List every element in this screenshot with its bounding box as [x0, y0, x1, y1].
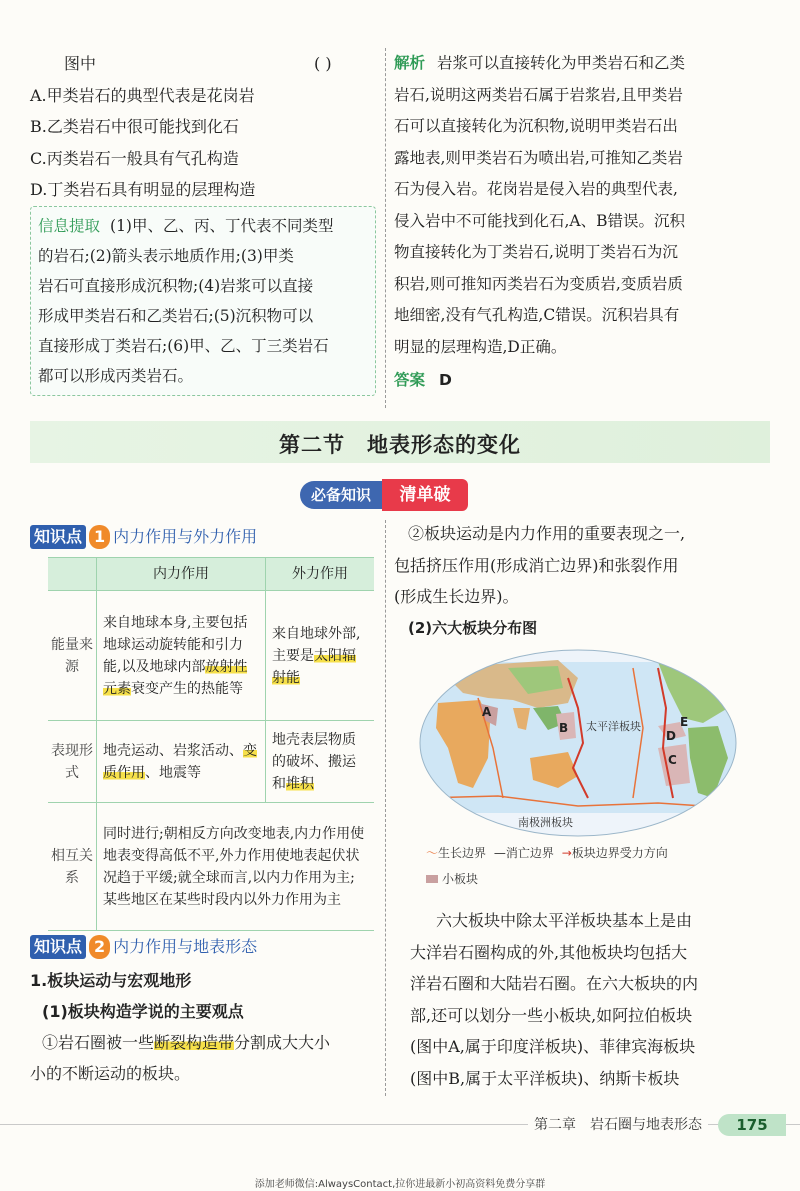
table-header-external: 外力作用 [266, 558, 375, 591]
option-a: A.甲类岩石的典型代表是花岗岩 [30, 85, 255, 105]
knowledge-point-2-heading [30, 935, 257, 959]
kp-number: 1 [89, 525, 110, 549]
cell-relation: 同时进行;朝相反方向改变地表,内力作用使地表变得高低不平,外力作用使地表起伏状况趋于平缓;就全球而言,以内力作用为主;某些地区在某些时段内以外力作用为主 [97, 803, 375, 931]
analysis-line: 积岩,则可推知丙类岩石为变质岩,变质岩质 [394, 274, 683, 293]
antarctica [418, 813, 738, 838]
analysis-line: 石可以直接转化为沉积物,说明甲类岩石出 [394, 117, 678, 135]
question-stem: 图中 [64, 54, 97, 73]
row-head-form: 表现形式 [48, 721, 97, 803]
answer-value: D [439, 371, 452, 389]
info-line: 岩石可直接形成沉积物;(4)岩浆可以直接 [38, 277, 314, 295]
highlight-text: 断裂构造带 [154, 1033, 235, 1052]
paragraph-line: (图中B,属于太平洋板块)、纳斯卡板块 [410, 1068, 680, 1088]
analysis-label: 解析 [394, 54, 426, 72]
footer-chapter: 第二章 岩石圈与地表形态 [528, 1114, 708, 1136]
badge-essential-knowledge: 必备知识 [300, 481, 382, 509]
option-c: C.丙类岩石一般具有气孔构造 [30, 148, 239, 168]
paragraph-plates [30, 1027, 380, 1058]
cell-text: 衰变产生的热能等 [131, 680, 243, 697]
knowledge-point-1-heading [30, 525, 257, 549]
label-b: B [559, 721, 569, 735]
cell-form-internal [97, 721, 266, 803]
subheading-plate-theory: (1)板块构造学说的主要观点 [42, 1002, 244, 1021]
info-line: 直接形成丁类岩石;(6)甲、乙、丁三类岩石 [38, 337, 329, 355]
paragraph-line: 部,还可以划分一些小板块,如阿拉伯板块 [410, 1005, 693, 1025]
analysis-line: 明显的层理构造,D正确。 [394, 337, 567, 356]
subheading-plate-motion: 1.板块运动与宏观地形 [30, 971, 192, 990]
analysis-line: 露地表,则甲类岩石为喷出岩,可推知乙类岩 [394, 148, 683, 167]
analysis-block [394, 48, 739, 397]
answer-label: 答案 [394, 371, 426, 389]
kp-title: 内力作用与地表形态 [113, 937, 258, 956]
paragraph-line: 大洋岩石圈构成的外,其他板块均包括大 [410, 942, 688, 962]
highlight-text: 堆积 [286, 775, 314, 792]
right-mid-text [394, 518, 744, 644]
paragraph-line: (形成生长边界)。 [394, 587, 519, 606]
map-legend [426, 844, 756, 888]
kp-tag: 知识点 [30, 935, 86, 959]
highlight-text: 变质作用 [103, 742, 257, 781]
question-block [30, 48, 375, 206]
option-b: B.乙类岩石中很可能找到化石 [30, 117, 239, 136]
row-head-relation: 相互关系 [48, 803, 97, 931]
legend-growth: 生长边界 [438, 846, 487, 860]
section-title: 第二节 地表形态的变化 [279, 433, 521, 457]
table-header-internal: 内力作用 [97, 558, 266, 591]
answer-paren: ( ) [314, 54, 332, 73]
label-d: D [666, 729, 676, 743]
small-plate-swatch-icon [426, 875, 438, 883]
legend-force: 板块边界受力方向 [571, 846, 668, 860]
cell-text: 地壳运动、岩浆活动、 [103, 742, 243, 759]
paragraph-text: ①岩石圈被一些 [42, 1033, 155, 1052]
info-label: 信息提取 [38, 217, 101, 235]
analysis-line: 物直接转化为丁类岩石,说明丁类岩石为沉 [394, 243, 678, 261]
page-number: 175 [718, 1114, 786, 1136]
forces-comparison-table [48, 557, 374, 931]
subduction-boundary-icon: — [493, 846, 506, 860]
analysis-line: 侵入岩中不可能找到化石,A、B错误。沉积 [394, 211, 686, 230]
label-antarctic-plate: 南极洲板块 [518, 816, 573, 829]
paragraph-line: 洋岩石圈和大陆岩石圈。在六大板块的内 [410, 974, 699, 993]
info-extraction-text [38, 211, 372, 391]
left-bottom-text [30, 965, 380, 1089]
option-d: D.丁类岩石具有明显的层理构造 [30, 180, 256, 199]
row-head-energy: 能量来源 [48, 591, 97, 721]
paragraph-line: (图中A,属于印度洋板块)、菲律宾海板块 [410, 1037, 696, 1056]
cell-energy-external [266, 591, 375, 721]
table-header-blank [48, 558, 97, 591]
paragraph-line: 六大板块中除太平洋板块基本上是由 [436, 911, 693, 930]
cell-form-external [266, 721, 375, 803]
column-divider-top [385, 48, 386, 408]
paragraph-text: 分割成大大小 [234, 1033, 331, 1052]
footer-note: 添加老师微信:AlwaysContact,拉你进最新小初高资料免费分享群 [254, 1179, 546, 1190]
kp-title: 内力作用与外力作用 [113, 527, 258, 546]
info-line: 形成甲类岩石和乙类岩石;(5)沉积物可以 [38, 307, 314, 325]
label-e: E [680, 715, 689, 729]
legend-subduct: 消亡边界 [505, 846, 554, 860]
cell-text: 来自地球本身,主要包括地球运动旋转能和引力能,以及地球内部 [103, 614, 248, 675]
info-line: (1)甲、乙、丙、丁代表不同类型 [110, 217, 334, 235]
analysis-line: 岩石,说明这两类岩石属于岩浆岩,且甲类岩 [394, 85, 683, 104]
paragraph-line: ②板块运动是内力作用的重要表现之一, [408, 524, 686, 543]
cell-text: 、地震等 [145, 764, 201, 781]
badge-checklist: 清单破 [382, 479, 468, 511]
legend-small: 小板块 [442, 872, 479, 886]
cell-text: 来自地球外部,主要是 [272, 625, 361, 664]
analysis-line: 岩浆可以直接转化为甲类岩石和乙类 [437, 54, 686, 72]
kp-tag: 知识点 [30, 525, 86, 549]
label-c: C [668, 753, 677, 767]
force-arrow-icon: → [561, 846, 572, 860]
analysis-line: 石为侵入岩。花岗岩是侵入岩的典型代表, [394, 180, 678, 198]
section-header [30, 421, 770, 463]
right-bottom-paragraph [410, 905, 755, 1094]
highlight-text: 太阳辐射能 [272, 647, 356, 686]
column-divider-bottom [385, 520, 386, 1096]
cell-energy-internal [97, 591, 266, 721]
label-a: A [482, 705, 492, 719]
growth-boundary-icon: 〜 [426, 846, 439, 860]
analysis-line: 地细密,没有气孔构造,C错误。沉积岩具有 [394, 306, 680, 324]
six-plates-map [418, 648, 738, 838]
subheading-plate-map: (2)六大板块分布图 [408, 618, 538, 637]
paragraph-line: 包括挤压作用(形成消亡边界)和张裂作用 [394, 555, 679, 575]
label-pacific-plate: 太平洋板块 [586, 720, 641, 733]
info-line: 都可以形成丙类岩石。 [38, 367, 194, 385]
cell-text: 地壳表层物质的破坏、搬运和 [272, 731, 356, 792]
kp-number: 2 [89, 935, 110, 959]
info-line: 的岩石;(2)箭头表示地质作用;(3)甲类 [38, 247, 294, 265]
paragraph-plates-cont: 小的不断运动的板块。 [30, 1064, 191, 1083]
highlight-text: 放射性元素 [103, 658, 248, 697]
